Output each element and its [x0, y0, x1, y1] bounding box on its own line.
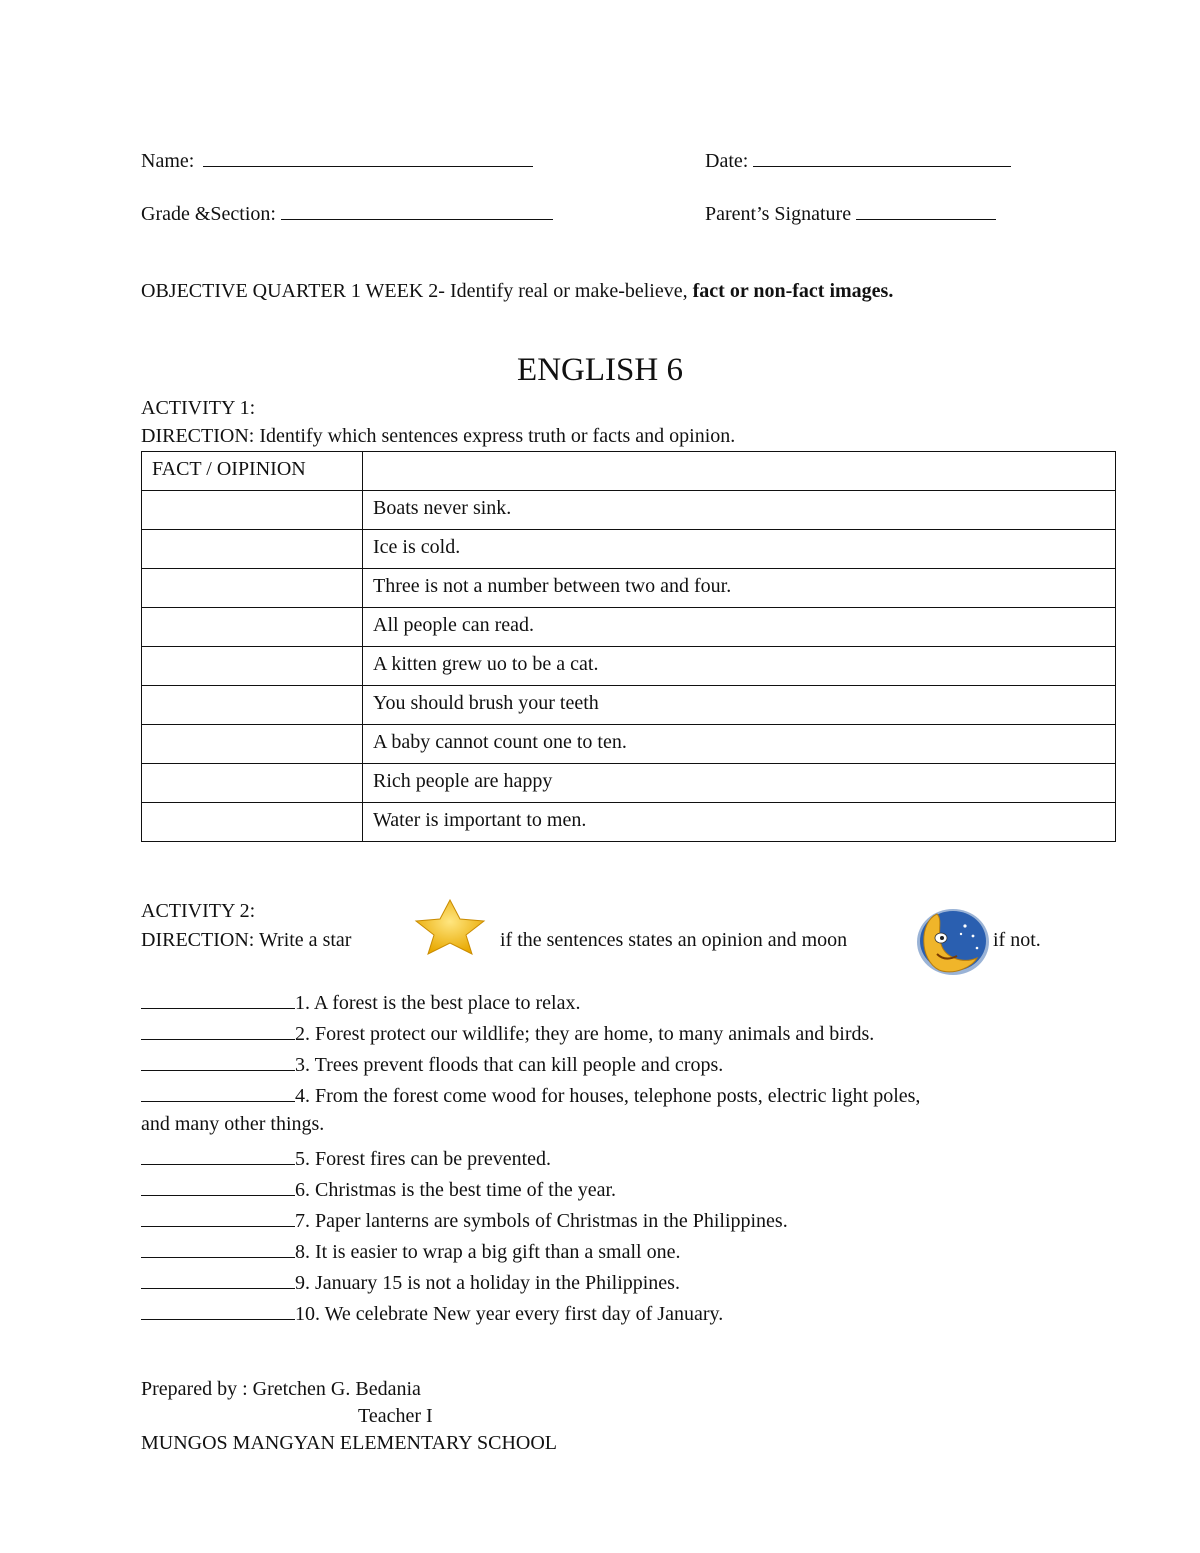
list-item — [141, 1081, 920, 1108]
date-field — [705, 144, 1011, 173]
answer-blank[interactable] — [141, 988, 295, 1009]
sentence-cell: You should brush your teeth — [363, 686, 1116, 725]
sentence-cell: A baby cannot count one to ten. — [363, 725, 1116, 764]
parent-signature-field — [705, 197, 996, 226]
item-text: 8. It is easier to wrap a big gift than a small one. — [295, 1241, 681, 1263]
list-item — [141, 1019, 874, 1046]
item-continuation: and many other things. — [141, 1113, 325, 1135]
objective-bold: fact or non-fact images. — [692, 280, 894, 302]
answer-cell[interactable] — [142, 608, 363, 647]
answer-blank[interactable] — [141, 1175, 295, 1196]
table-row — [142, 686, 1116, 725]
activity1-direction: DIRECTION: Identify which sentences express truth or facts and opinion. — [141, 425, 736, 447]
list-item — [141, 1237, 680, 1264]
activity1-heading: ACTIVITY 1: — [141, 397, 256, 419]
star-icon — [410, 898, 490, 956]
parent-signature-label: Parent’s Signature — [705, 203, 852, 225]
activity2-direction-part1: DIRECTION: Write a star — [141, 929, 352, 951]
date-label: Date: — [705, 150, 749, 172]
item-text: 3. Trees prevent floods that can kill people and crops. — [295, 1054, 724, 1076]
answer-cell[interactable] — [142, 725, 363, 764]
item-text: 10. We celebrate New year every first day of January. — [295, 1303, 724, 1325]
objective — [141, 280, 893, 303]
grade-section-label: Grade &Section: — [141, 203, 276, 225]
item-text: 4. From the forest come wood for houses, telephone posts, electric light poles, — [295, 1085, 921, 1107]
item-text: 6. Christmas is the best time of the year. — [295, 1179, 617, 1201]
item-text: 5. Forest fires can be prevented. — [295, 1148, 552, 1170]
answer-blank[interactable] — [141, 1081, 295, 1102]
answer-cell[interactable] — [142, 764, 363, 803]
sentence-cell: Water is important to men. — [363, 803, 1116, 842]
name-field — [141, 144, 533, 173]
answer-cell[interactable] — [142, 569, 363, 608]
sentence-cell: Three is not a number between two and four. — [363, 569, 1116, 608]
list-item — [141, 1050, 723, 1077]
answer-blank[interactable] — [141, 1019, 295, 1040]
item-text: 2. Forest protect our wildlife; they are home, to many animals and birds. — [295, 1023, 875, 1045]
prepared-by: Prepared by : Gretchen G. Bedania — [141, 1378, 421, 1400]
activity2-heading: ACTIVITY 2: — [141, 900, 256, 922]
table-row — [142, 647, 1116, 686]
table-row — [142, 803, 1116, 842]
name-blank[interactable] — [203, 144, 533, 167]
grade-section-blank[interactable] — [281, 197, 553, 220]
answer-blank[interactable] — [141, 1299, 295, 1320]
list-item — [141, 1268, 680, 1295]
school-name: MUNGOS MANGYAN ELEMENTARY SCHOOL — [141, 1432, 558, 1454]
table-row — [142, 569, 1116, 608]
answer-blank[interactable] — [141, 1050, 295, 1071]
table-row — [142, 608, 1116, 647]
parent-signature-blank[interactable] — [856, 197, 996, 220]
page-title: ENGLISH 6 — [517, 352, 683, 388]
table-row — [142, 491, 1116, 530]
fact-opinion-table — [141, 451, 1116, 842]
list-item — [141, 1206, 788, 1233]
sentence-cell: A kitten grew uo to be a cat. — [363, 647, 1116, 686]
sentence-cell: Rich people are happy — [363, 764, 1116, 803]
table-header-empty — [363, 452, 1116, 491]
answer-blank[interactable] — [141, 1206, 295, 1227]
sentence-cell: Ice is cold. — [363, 530, 1116, 569]
objective-text: OBJECTIVE QUARTER 1 WEEK 2- Identify real or make-believe, — [141, 280, 693, 302]
answer-blank[interactable] — [141, 1268, 295, 1289]
list-item — [141, 988, 580, 1015]
answer-cell[interactable] — [142, 530, 363, 569]
answer-cell[interactable] — [142, 686, 363, 725]
teacher-position: Teacher I — [358, 1405, 433, 1427]
answer-cell[interactable] — [142, 491, 363, 530]
list-item — [141, 1299, 723, 1326]
answer-cell[interactable] — [142, 647, 363, 686]
moon-face-icon — [915, 908, 991, 976]
answer-cell[interactable] — [142, 803, 363, 842]
item-text: 7. Paper lanterns are symbols of Christmas in the Philippines. — [295, 1210, 788, 1232]
answer-blank[interactable] — [141, 1144, 295, 1165]
name-label: Name: — [141, 150, 195, 172]
list-item — [141, 1144, 551, 1171]
table-row — [142, 764, 1116, 803]
item-text: 1. A forest is the best place to relax. — [295, 992, 581, 1014]
table-header-cell: FACT / OIPINION — [142, 452, 363, 491]
activity2-direction-part3: if not. — [993, 929, 1041, 951]
answer-blank[interactable] — [141, 1237, 295, 1258]
table-header-row — [142, 452, 1116, 491]
table-row — [142, 530, 1116, 569]
table-row — [142, 725, 1116, 764]
grade-section-field — [141, 197, 553, 226]
item-text: 9. January 15 is not a holiday in the Philippines. — [295, 1272, 680, 1294]
date-blank[interactable] — [753, 144, 1011, 167]
list-item — [141, 1175, 616, 1202]
sentence-cell: All people can read. — [363, 608, 1116, 647]
sentence-cell: Boats never sink. — [363, 491, 1116, 530]
activity2-direction-part2: if the sentences states an opinion and moon — [500, 929, 848, 951]
